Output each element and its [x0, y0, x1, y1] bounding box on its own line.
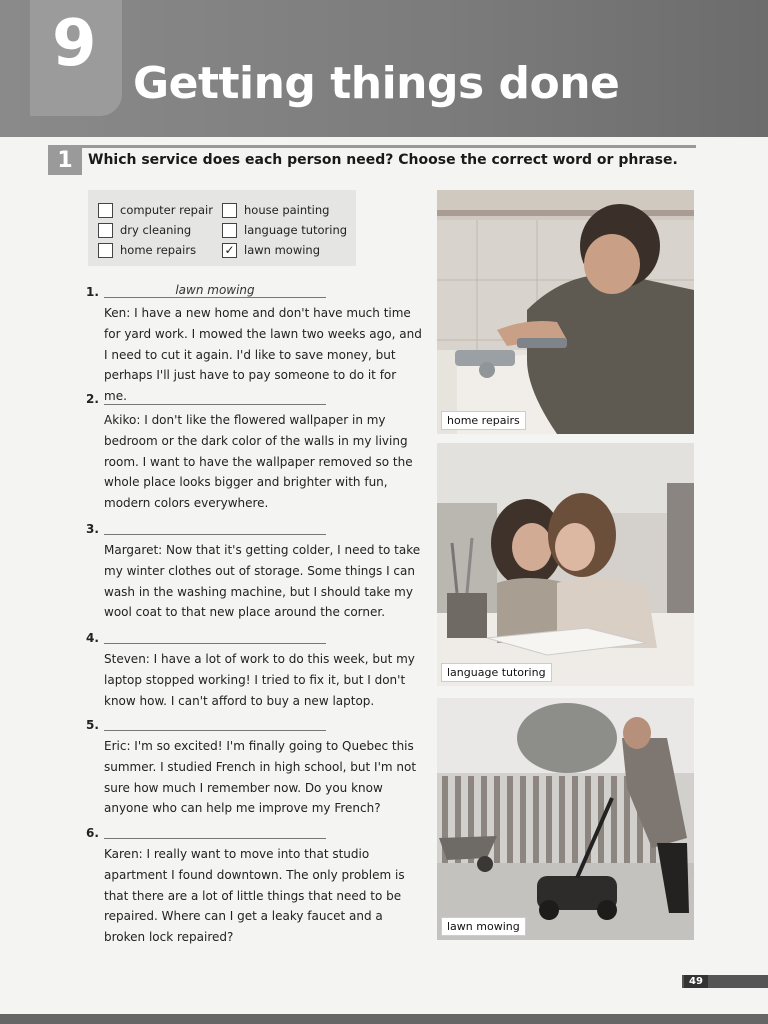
item-number: 5. [86, 718, 99, 732]
word-option[interactable] [98, 220, 222, 240]
answer-line [104, 534, 326, 535]
word-option[interactable] [222, 220, 358, 240]
word-label: home repairs [120, 243, 197, 257]
word-label: language tutoring [244, 223, 348, 237]
word-option[interactable] [98, 200, 222, 220]
page-title: Getting things done [133, 58, 620, 109]
exercise-rule [48, 145, 696, 148]
answer-line [104, 643, 326, 644]
answer-line [104, 297, 326, 298]
word-label: computer repair [120, 203, 213, 217]
item-text: Steven: I have a lot of work to do this week, but my laptop stopped working! I tried to fix it, but I don't know how. I can't afford to buy a new laptop. [104, 652, 415, 708]
item-text: Ken: I have a new home and don't have much time for yard work. I mowed the lawn two weeks ago, and I need to cut it again. I'd like to save money, but perhaps I'll just have to pay someone to do it for me. [104, 306, 422, 404]
item-number: 6. [86, 826, 99, 840]
item-number: 4. [86, 631, 99, 645]
photo-caption: lawn mowing [441, 917, 526, 936]
word-label: dry cleaning [120, 223, 192, 237]
answer-line [104, 404, 326, 405]
checkbox[interactable] [98, 243, 113, 258]
checkbox[interactable] [98, 203, 113, 218]
item-text: Akiko: I don't like the flowered wallpaper in my bedroom or the dark color of the walls in my living room. I want to have the wallpaper removed so the whole place looks bigger and brighter with fun, modern colors everywhere. [104, 413, 413, 511]
word-option[interactable] [222, 200, 358, 220]
photo-lawn-mowing [437, 698, 694, 940]
checkbox[interactable] [222, 223, 237, 238]
unit-number: 9 [52, 7, 97, 81]
answer-input[interactable]: lawn mowing [175, 283, 255, 297]
mowing-illustration [437, 698, 694, 940]
answer-line [104, 838, 326, 839]
checkbox[interactable] [222, 203, 237, 218]
photo-home-repairs [437, 190, 694, 434]
item-number: 3. [86, 522, 99, 536]
item-number: 2. [86, 392, 99, 406]
item-text: Margaret: Now that it's getting colder, I need to take my winter clothes out of storage. Some things I can wash in the washing machine, but I should take my wool coat to that new place around the corner. [104, 543, 421, 620]
photo-caption: language tutoring [441, 663, 552, 682]
checkbox-checked[interactable] [222, 243, 237, 258]
answer-line [104, 730, 326, 731]
plumber-illustration [437, 190, 694, 434]
word-option[interactable] [98, 240, 222, 260]
photo-caption: home repairs [441, 411, 526, 430]
tutoring-illustration [437, 443, 694, 686]
word-box [88, 190, 356, 266]
item-text: Eric: I'm so excited! I'm finally going to Quebec this summer. I studied French in high school, but I'm not sure how much I remember now. Do you know anyone who can help me improve my French? [104, 739, 417, 816]
check-icon: ✓ [224, 243, 235, 257]
word-label: lawn mowing [244, 243, 321, 257]
item-text: Karen: I really want to move into that studio apartment I found downtown. The only problem is that there are a lot of little things that need to be repaired. Where can I get a leaky faucet and a broken lock repaired? [104, 847, 405, 945]
checkbox[interactable] [98, 223, 113, 238]
photo-language-tutoring [437, 443, 694, 686]
item-number: 1. [86, 285, 99, 299]
word-option[interactable] [222, 240, 358, 260]
exercise-instruction: Which service does each person need? Choose the correct word or phrase. [88, 152, 678, 168]
page-number: 49 [684, 975, 708, 988]
page-bottom-edge [0, 1014, 768, 1024]
exercise-number: 1 [48, 145, 82, 175]
word-label: house painting [244, 203, 330, 217]
